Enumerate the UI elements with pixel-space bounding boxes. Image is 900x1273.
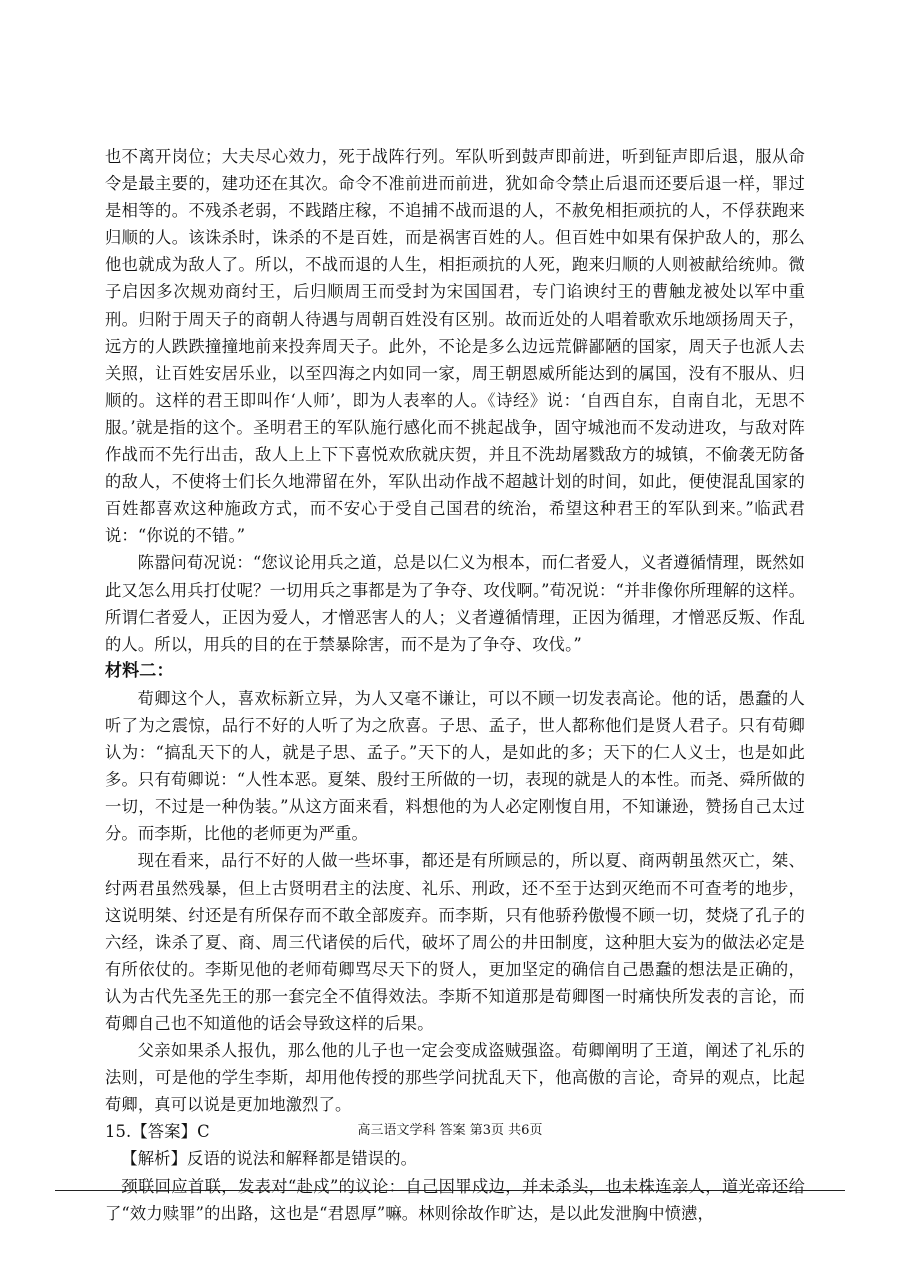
paragraph-1: 也不离开岗位；大夫尽心效力，死于战阵行列。军队听到鼓声即前进，听到钲声即后退，服从命令是最主要的，建功还在其次。命令不准前进而前进，犹如命令禁止后退而还要后退一样，罪过是相等的。不残杀老弱，不践踏庄稼，不追捕不战而退的人，不赦免相拒顽抗的人，不俘获跑来归顺的人。该诛杀时，诛杀的不是百姓，而是祸害百姓的人。但百姓中如果有保护敌人的，那么他也就成为敌人了。所以，不战而退的人生，相拒顽抗的人死，跑来归顺的人则被献给统帅。微子启因多次规劝商纣王，后归顺周王而受封为宋国国君，专门谄谀纣王的曹触龙被处以军中重刑。归附于周天子的商朝人待遇与周朝百姓没有区别。故而近处的人唱着歌欢乐地颂扬周天子，远方的人跌跌撞撞地前来投奔周天子。此外，不论是多么边远荒僻鄙陋的国家，周天子也派人去关照，让百姓安居乐业，以至四海之内如同一家，周王朝恩威所能达到的属国，没有不服从、归顺的。这样的君王即叫作‘人师’，即为人表率的人。《诗经》说：‘自西自东，自南自北，无思不服。’就是指的这个。圣明君王的军队施行感化而不挑起战争，固守城池而不发动进攻，与敌对阵作战而不先行出击，敌人上上下下喜悦欢欣就庆贺，并且不洗劫屠戮敌方的城镇，不偷袭无防备的敌人，不使将士们长久地滞留在外，军队出动作战不超越计划的时间，如此，便使混乱国家的百姓都喜欢这种施政方式，而不安心于受自己国君的统治，希望这种君王的军队到来。”临武君说：“你说的不错。” — [105, 147, 805, 546]
analysis-paragraph: 颈联回应首联，发表对“赴戍”的议论：自己因罪戍边，并未杀头，也未株连亲人，道光帝还给了“效力赎罪”的出路，这也是“君恩厚”嘛。林则徐故作旷达，是以此发泄胸中愤懑， — [105, 1176, 805, 1223]
paragraph-5: 父亲如果杀人报仇，那么他的儿子也一定会变成盗贼强盗。荀卿阐明了王道，阐述了礼乐的法则，可是他的学生李斯，却用他传授的那些学问扰乱天下，他高傲的言论，奇异的观点，比起荀卿，真可以说是更加地激烈了。 — [105, 1041, 805, 1115]
section-heading-material-2: 材料二： — [105, 660, 174, 681]
paragraph-3: 荀卿这个人，喜欢标新立异，为人又毫不谦让，可以不顾一切发表高论。他的话，愚蠢的人听了为之震惊，品行不好的人听了为之欣喜。子思、孟子，世人都称他们是贤人君子。只有荀卿认为：“搞乱天下的人，就是子思、孟子。”天下的人，是如此的多；天下的仁人义士，也是如此多。只有荀卿说：“人性本恶。夏桀、殷纣王所做的一切，表现的就是人的本性。而尧、舜所做的一切，不过是一种伪装。”从这方面来看，料想他的为人必定刚愎自用，不知谦逊，赞扬自己太过分。而李斯，比他的老师更为严重。 — [105, 688, 805, 844]
footer-divider — [55, 1190, 845, 1191]
paragraph-2: 陈嚣问荀况说：“您议论用兵之道，总是以仁义为根本，而仁者爱人，义者遵循情理，既然如此又怎么用兵打仗呢？一切用兵之事都是为了争夺、攻伐啊。”荀况说：“并非像你所理解的这样。所谓仁者爱人，正因为爱人，才憎恶害人的人；义者遵循情理，正因为循理，才憎恶反叛、作乱的人。所以，用兵的目的在于禁暴除害，而不是为了争夺、攻伐。” — [105, 553, 805, 654]
answer-line: 15.【答案】C — [105, 1122, 210, 1142]
document-body — [105, 143, 805, 1227]
paragraph-4: 现在看来，品行不好的人做一些坏事，都还是有所顾忌的，所以夏、商两朝虽然灭亡，桀、纣两君虽然残暴，但上古贤明君主的法度、礼乐、刑政，还不至于达到灭绝而不可查考的地步，这说明桀、纣还是有所保存而不敢全部废弃。而李斯，只有他骄矜傲慢不顾一切，焚烧了孔子的六经，诛杀了夏、商、周三代诸侯的后代，破坏了周公的井田制度，这种胆大妄为的做法必定是有所依仗的。李斯见他的老师荀卿骂尽天下的贤人，更加坚定的确信自己愚蠢的想法是正确的，认为古代先圣先王的那一套完全不值得效法。李斯不知道那是荀卿图一时痛快所发表的言论，而荀卿自己也不知道他的话会导致这样的后果。 — [105, 851, 805, 1033]
analysis-line: 【解析】反语的说法和解释都是错误的。 — [121, 1149, 418, 1169]
page-footer: 高三语文学科 答案 第3页 共6页 — [357, 1123, 543, 1138]
